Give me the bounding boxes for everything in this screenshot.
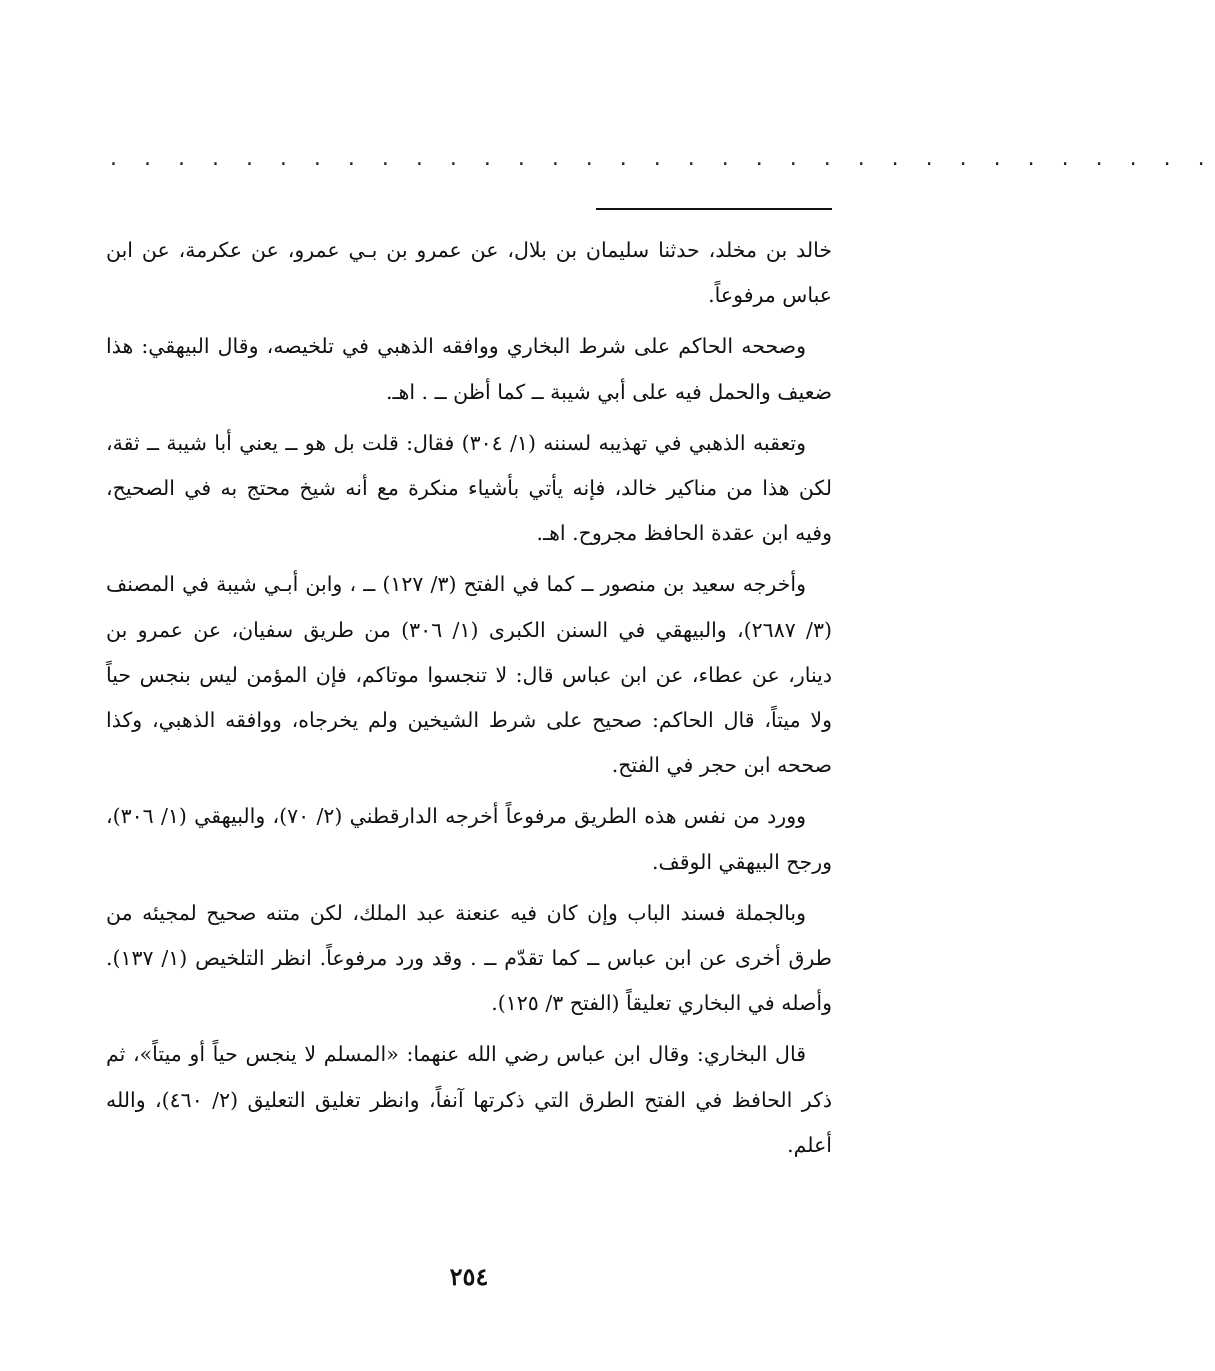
paragraph: وأخرجه سعيد بن منصور ــ كما في الفتح (٣/ ١٢٧) ــ ، وابن أبـي شيبة في المصنف (٣/ ٢٦٨٧)، والبيهقي في السنن الكبرى (١/ ٣٠٦) من طريق سفيان، عن عمرو بن دينار، عن عطاء، عن ابن عباس قال: لا تنجسوا موتاكم، فإن المؤمن ليس بنجس حياً ولا ميتاً، قال الحاكم: صحيح على شرط الشيخين ولم يخرجاه، ووافقه الذهبي، وكذا صححه ابن حجر في الفتح. [106,572,832,778]
footnote-text [106,228,832,1174]
paragraph: وورد من نفس هذه الطريق مرفوعاً أخرجه الدارقطني (٢/ ٧٠)، والبيهقي (١/ ٣٠٦)، ورجح البيهقي الوقف. [106,804,832,874]
paragraph: خالد بن مخلد، حدثنا سليمان بن بلال، عن عمرو بن بـي عمرو، عن عكرمة، عن ابن عباس مرفوعاً. [106,238,832,308]
separator-dots: . . . . . . . . . . . . . . . . . . . . . . . . . . . . . . . . . [110,146,1215,171]
paragraph: وبالجملة فسند الباب وإن كان فيه عنعنة عبد الملك، لكن متنه صحيح لمجيئه من طرق أخرى عن ابن عباس ــ كما تقدّم ــ . وقد ورد مرفوعاً. انظر التلخيص (١/ ١٣٧). وأصله في البخاري تعليقاً (الفتح ٣/ ١٢٥). [106,900,832,1016]
paragraph: وصححه الحاكم على شرط البخاري ووافقه الذهبي في تلخيصه، وقال البيهقي: هذا ضعيف والحمل فيه على أبي شيبة ــ كما أظن ــ . اهـ. [106,334,832,404]
paragraph: وتعقبه الذهبي في تهذيبه لسننه (١/ ٣٠٤) فقال: قلت بل هو ــ يعني أبا شيبة ــ ثقة، لكن هذا من مناكير خالد، فإنه يأتي بأشياء منكرة مع أنه شيخ محتج به في الصحيح، وفيه ابن عقدة الحافظ مجروح. اهـ. [106,430,832,546]
page-number: ٢٥٤ [449,1262,489,1291]
footnote-rule [596,208,832,210]
paragraph: قال البخاري: وقال ابن عباس رضي الله عنهما: «المسلم لا ينجس حياً أو ميتاً»، ثم ذكر الحافظ في الفتح الطرق التي ذكرتها آنفاً، وانظر تغليق التعليق (٢/ ٤٦٠)، والله أعلم. [106,1042,832,1157]
